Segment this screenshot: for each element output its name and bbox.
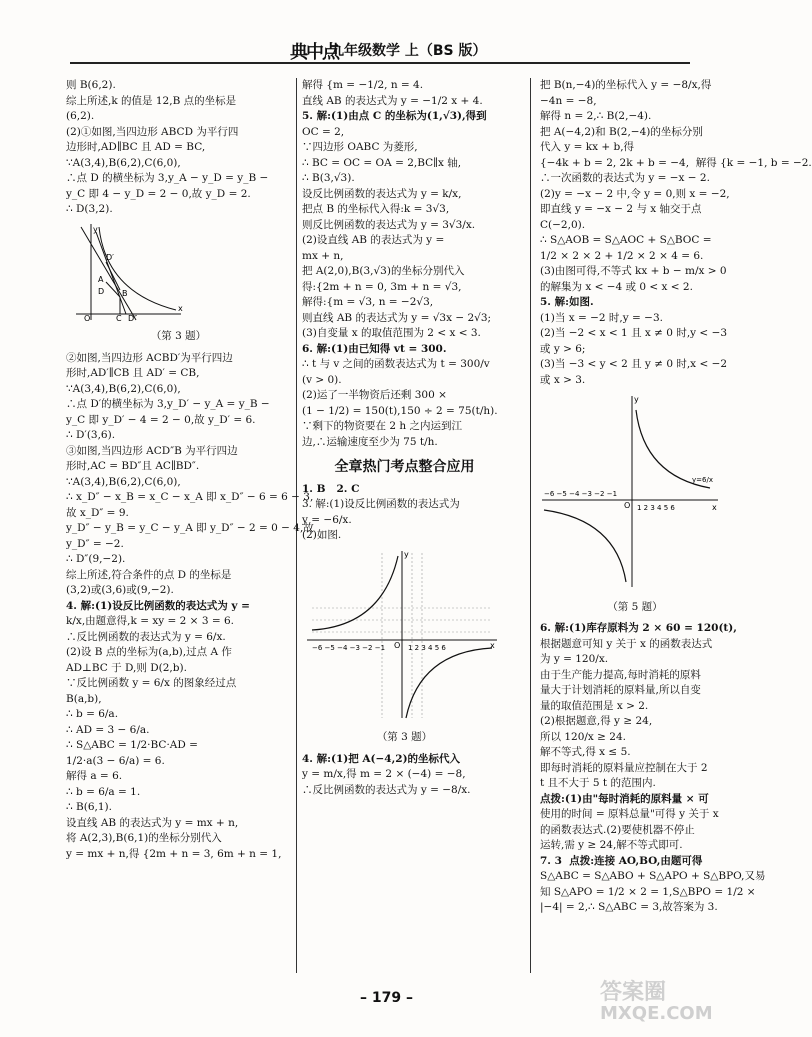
col3-text-a	[540, 78, 812, 388]
text-line: (1)当 x = −2 时,y = −3.	[540, 311, 663, 324]
text-line: y = m/x,得 m = 2 × (−4) = −8,	[302, 768, 466, 780]
text-line: AD⊥BC 于 D,则 D(2,b).	[66, 661, 187, 674]
text-line: y = −6/x.	[302, 513, 352, 526]
text-line: 把 A(2,0),B(3,√3)的坐标分别代入	[302, 265, 465, 277]
text-line: 代入 y = kx + b,得	[540, 141, 635, 153]
text-line: (3)当 −3 < y < 2 且 y ≠ 0 时,x < −2	[540, 358, 728, 370]
text-line: 解不等式,得 x ≤ 5.	[540, 746, 631, 758]
text-line: 将 A(2,3),B(6,1)的坐标分别代入	[66, 832, 222, 844]
text-line: 则直线 AB 的表达式为 y = √3x − 2√3;	[302, 311, 492, 324]
text-line: 综上所述,符合条件的点 D 的坐标是	[66, 568, 232, 581]
svg-text:1 2 3 4 5 6: 1 2 3 4 5 6	[408, 643, 446, 652]
text-line: 使用的时间 = 原料总量"可得 y 关于 x	[540, 808, 719, 820]
text-line: ∴ B(3,√3).	[302, 172, 355, 184]
figure-caption: （第 3 题）	[376, 731, 433, 743]
text-line: ∴反比例函数的表达式为 y = 6/x.	[66, 630, 226, 643]
text-line: ∵剩下的物资要在 2 h 之内运到江	[302, 420, 462, 432]
svg-text:C: C	[116, 313, 122, 323]
text-line: 综上所述,k 的值是 12,B 点的坐标是	[66, 94, 237, 107]
text-line: y_C 即 y_D′ − 4 = 2 − 0,故 y_D′ = 6.	[66, 413, 256, 426]
text-line: ∴ S△ABC = 1/2·BC·AD =	[66, 739, 198, 751]
text-line: 即直线 y = −x − 2 与 x 轴交于点	[540, 203, 702, 215]
text-line: (3,2)或(3,6)或(9,−2).	[66, 584, 174, 596]
header-rule	[70, 62, 690, 64]
text-line: ∵A(3,4),B(6,2),C(6,0),	[66, 475, 181, 488]
text-line: −4n = −8,	[540, 94, 597, 107]
text-line: 点拨:(1)由"每时消耗的原料量 × 可	[540, 792, 709, 805]
text-line: ∵A(3,4),B(6,2),C(6,0),	[66, 156, 181, 169]
text-line: 根据题意可知 y 关于 x 的函数表达式	[540, 637, 713, 650]
column-3	[540, 78, 812, 916]
figure-hyperbola-grid	[302, 548, 507, 746]
col2-text-a	[302, 78, 507, 450]
text-line: 形时,AC = BD″且 AC∥BD″.	[66, 460, 200, 472]
text-line: 量大于计划消耗的原料量,所以自变	[540, 684, 701, 696]
text-line: OC = 2,	[302, 125, 345, 138]
text-line: ∵四边形 OABC 为菱形,	[302, 141, 418, 153]
text-line: 为 y = 120/x.	[540, 653, 609, 665]
svg-text:D: D	[98, 286, 105, 296]
text-line: (2)运了一半物资后还剩 300 ×	[302, 389, 447, 401]
text-line: (2)①如图,当四边形 ABCD 为平行四	[66, 125, 239, 138]
text-line: (2)设直线 AB 的表达式为 y =	[302, 234, 445, 246]
text-line: (3)自变量 x 的取值范围为 2 < x < 3.	[302, 327, 481, 339]
text-line: ∴点 D′的横坐标为 3,y_D′ − y_A = y_B −	[66, 398, 270, 410]
text-line: 故 x_D″ = 9.	[66, 506, 129, 519]
book-logo: 典中点	[290, 42, 338, 63]
text-line: 解得 n = 2,∴ B(2,−4).	[540, 110, 652, 122]
text-line: y = mx + n,得 {2m + n = 3, 6m + n = 1,	[66, 847, 282, 860]
watermark-logo: 答案圈	[600, 980, 667, 1005]
text-line: 7. 3 点拨:连接 AO,BO,由题可得	[540, 854, 703, 867]
svg-text:−6 −5 −4 −3 −2 −1: −6 −5 −4 −3 −2 −1	[544, 490, 618, 498]
text-line: 所以 120/x ≥ 24.	[540, 730, 627, 743]
text-line: 知 S△APO = 1/2 × 2 = 1,S△BPO = 1/2 ×	[540, 885, 756, 898]
figure-caption: （第 3 题）	[150, 330, 207, 342]
text-line: 设直线 AB 的表达式为 y = mx + n,	[66, 816, 239, 829]
svg-text:y: y	[404, 549, 409, 559]
text-line: 5. 解:如图.	[540, 296, 594, 308]
svg-text:A: A	[98, 274, 104, 284]
text-line: 设反比例函数的表达式为 y = k/x,	[302, 187, 462, 200]
text-line: ∴ BC = OC = OA = 2,BC∥x 轴,	[302, 156, 462, 169]
text-line: 把点 B 的坐标代入得:k = 3√3,	[302, 203, 450, 215]
figure-q3-parallelogram	[66, 222, 291, 345]
text-line: ③如图,当四边形 ACD″B 为平行四边	[66, 444, 238, 457]
svg-text:x: x	[490, 640, 495, 650]
text-line: 则 B(6,2).	[66, 79, 116, 91]
text-line: 得:{2m + n = 0, 3m + n = √3,	[302, 280, 462, 293]
text-line: ∴ x_D″ − x_B = x_C − x_A 即 x_D″ − 6 = 6 − 3,	[66, 491, 314, 503]
svg-text:B: B	[122, 288, 128, 298]
text-line: 5. 解:(1)由点 C 的坐标为(1,√3),得到	[302, 110, 487, 122]
text-line: |−4| = 2,∴ S△ABC = 3,故答案为 3.	[540, 901, 718, 913]
text-line: {−4k + b = 2, 2k + b = −4, 解得 {k = −1, b = −2.	[540, 156, 812, 169]
text-line: k/x,由题意得,k = xy = 2 × 3 = 6.	[66, 615, 234, 627]
column-1	[66, 78, 314, 862]
svg-text:y=6/x: y=6/x	[692, 476, 713, 484]
text-line: ∴ t 与 v 之间的函数表达式为 t = 300/v	[302, 358, 490, 370]
text-line: (2)根据题意,得 y ≥ 24,	[540, 715, 653, 727]
text-line: 则反比例函数的表达式为 y = 3√3/x.	[302, 218, 476, 231]
text-line: ∵反比例函数 y = 6/x 的图象经过点	[66, 677, 237, 689]
col2-text-c	[302, 752, 507, 799]
text-line: ∴反比例函数的表达式为 y = −8/x.	[302, 783, 471, 796]
text-line: mx + n,	[302, 249, 344, 262]
text-line: 4. 解:(1)设反比例函数的表达式为 y =	[66, 599, 250, 612]
text-line: 3. 解:(1)设反比例函数的表达式为	[302, 498, 460, 510]
text-line: 边,∴运输速度至少为 75 t/h.	[302, 435, 438, 448]
text-line: 即每时消耗的原料量应控制在大于 2	[540, 761, 708, 774]
text-line: ②如图,当四边形 ACBD′为平行四边	[66, 351, 233, 364]
text-line: ∵A(3,4),B(6,2),C(6,0),	[66, 382, 181, 395]
text-line: (3)由图可得,不等式 kx + b − m/x > 0	[540, 265, 727, 277]
svg-text:y: y	[634, 395, 639, 404]
text-line: ∴ D′(3,6).	[66, 429, 116, 441]
text-line: ∴ b = 6/a = 1.	[66, 785, 141, 798]
watermark-url: MXQE.COM	[600, 1003, 713, 1024]
text-line: y_D″ = −2.	[66, 537, 124, 550]
text-line: 直线 AB 的表达式为 y = −1/2 x + 4.	[302, 94, 483, 107]
text-line: (v > 0).	[302, 373, 342, 386]
text-line: 解得:{m = √3, n = −2√3,	[302, 296, 434, 308]
text-line: ∴ D(3,2).	[66, 203, 113, 215]
text-line: 量的取值范围是 x > 2.	[540, 699, 649, 712]
text-line: 6. 解:(1)库存原料为 2 × 60 = 120(t),	[540, 622, 737, 634]
text-line: y_D″ − y_B = y_C − y_A 即 y_D″ − 2 = 0 − 4,故	[66, 522, 314, 534]
column-2	[302, 78, 507, 798]
svg-text:y: y	[93, 224, 98, 234]
figure-caption: （第 5 题）	[607, 600, 663, 613]
svg-text:O: O	[84, 313, 91, 323]
book-title: 九年级数学 上（BS 版）	[330, 43, 487, 59]
svg-text:D′: D′	[106, 252, 114, 262]
text-line: ∴ D″(9,−2).	[66, 553, 126, 565]
col2-text-b	[302, 482, 507, 544]
text-line: 或 y > 6;	[540, 342, 586, 355]
text-line: (2)y = −x − 2 中,令 y = 0,则 x = −2,	[540, 187, 730, 200]
text-line: ∴ AD = 3 − 6/a.	[66, 723, 150, 736]
text-line: 1/2 × 2 × 2 + 1/2 × 2 × 4 = 6.	[540, 249, 704, 262]
text-line: 6. 解:(1)由已知得 vt = 300.	[302, 342, 447, 355]
column-divider-2	[530, 78, 531, 973]
section-title: 全章热门考点整合应用	[334, 459, 475, 475]
text-line: 把 A(−4,2)和 B(2,−4)的坐标分别	[540, 125, 703, 138]
text-line: C(−2,0).	[540, 218, 586, 231]
text-line: 由于生产能力提高,每时消耗的原料	[540, 668, 701, 681]
svg-text:O: O	[394, 640, 401, 650]
text-line: 解得 a = 6.	[66, 770, 123, 782]
svg-text:D″: D″	[128, 313, 138, 323]
text-line: y_C 即 4 − y_D = 2 − 0,故 y_D = 2.	[66, 187, 251, 200]
text-line: ∴一次函数的表达式为 y = −x − 2.	[540, 172, 710, 184]
svg-text:−6 −5 −4 −3 −2 −1: −6 −5 −4 −3 −2 −1	[312, 643, 386, 652]
text-line: 形时,AD′∥CB 且 AD′ = CB,	[66, 367, 200, 379]
col1-text-b	[66, 351, 314, 863]
text-line: ∴ B(6,1).	[66, 801, 112, 813]
text-line: ∴点 D 的横坐标为 3,y_A − y_D = y_B −	[66, 172, 269, 184]
page-header	[0, 38, 750, 68]
hyperbola-graph	[302, 548, 502, 723]
text-line: 解得 {m = −1/2, n = 4.	[302, 79, 424, 91]
text-line: 4. 解:(1)把 A(−4,2)的坐标代入	[302, 752, 461, 765]
text-line: 边形时,AD∥BC 且 AD = BC,	[66, 141, 206, 153]
text-line: (6,2).	[66, 110, 95, 122]
svg-text:x: x	[178, 303, 183, 313]
svg-text:O: O	[624, 501, 631, 510]
col3-text-b	[540, 621, 766, 916]
svg-text:x: x	[712, 503, 717, 512]
text-line: 把 B(n,−4)的坐标代入 y = −8/x,得	[540, 79, 712, 91]
text-line: 或 x > 3.	[540, 373, 586, 386]
parallelogram-graph	[66, 222, 186, 322]
col1-text-a	[66, 78, 291, 218]
figure-q5-hyperbola	[540, 392, 730, 615]
text-line: (2)当 −2 < x < 1 且 x ≠ 0 时,y < −3	[540, 327, 728, 339]
text-line: 的函数表达式.(2)要使机器不停止	[540, 823, 695, 836]
text-line: B(a,b),	[66, 692, 102, 705]
y-equals-6-over-x-graph	[540, 392, 720, 592]
text-line: 1/2·a(3 − 6/a) = 6.	[66, 754, 165, 767]
text-line: 运转,需 y ≥ 24,解不等式即可.	[540, 839, 683, 851]
text-line: (1 − 1/2) = 150(t),150 ÷ 2 = 75(t/h).	[302, 404, 498, 417]
text-line: S△ABC = S△ABO + S△APO + S△BPO,又易	[540, 870, 766, 882]
page-number: – 179 –	[360, 990, 413, 1006]
text-line: ∴ b = 6/a.	[66, 708, 119, 720]
text-line: (2)设 B 点的坐标为(a,b),过点 A 作	[66, 646, 232, 658]
svg-text:1 2 3 4 5 6: 1 2 3 4 5 6	[637, 504, 675, 512]
text-line: 的解集为 x < −4 或 0 < x < 2.	[540, 280, 693, 293]
text-line: 1. B 2. C	[302, 482, 360, 495]
text-line: (2)如图.	[302, 529, 342, 541]
text-line: t 且不大于 5 t 的范围内.	[540, 777, 656, 789]
text-line: ∴ S△AOB = S△AOC + S△BOC =	[540, 234, 712, 246]
